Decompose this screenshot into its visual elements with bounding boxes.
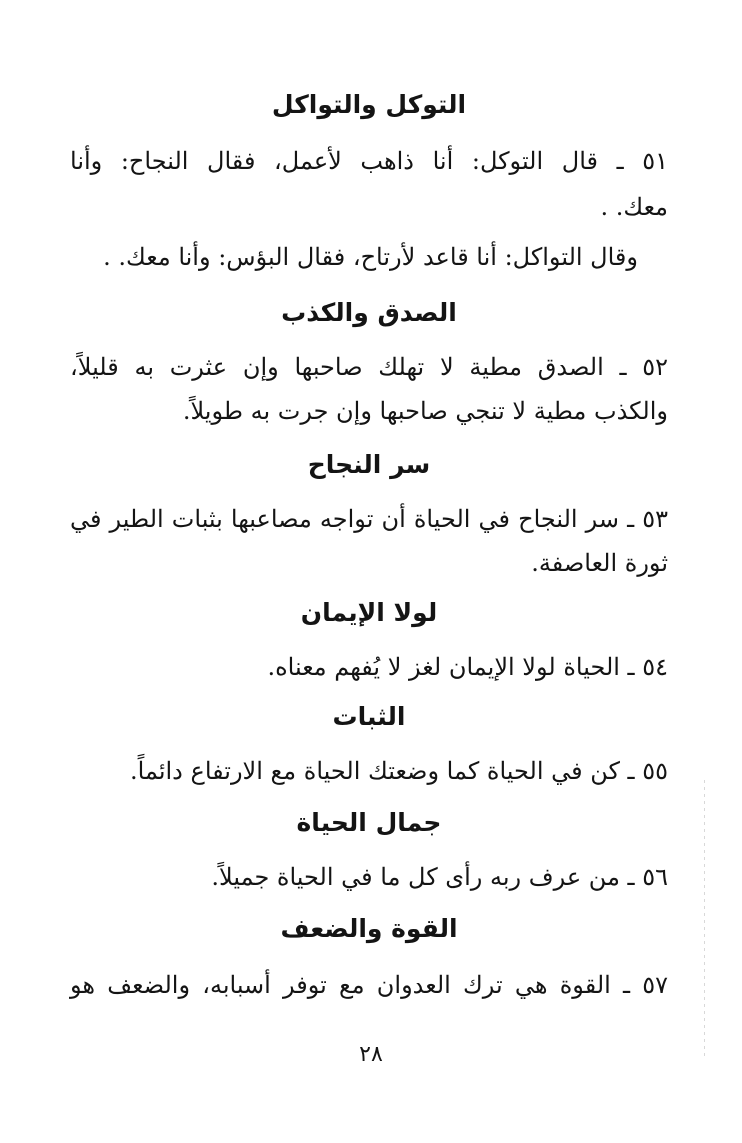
- page-number: ٢٨: [359, 1042, 383, 1067]
- saying-57-line-1: ٥٧ ـ القوة هي ترك العدوان مع توفر أسبابه، والضعف هو: [70, 971, 668, 999]
- saying-53-line-2: ثورة العاصفة.: [531, 549, 668, 577]
- saying-52-line-1: ٥٢ ـ الصدق مطية لا تهلك صاحبها وإن عثرت به قليلاً،: [70, 353, 668, 381]
- section-heading-sidq: الصدق والكذب: [281, 298, 457, 327]
- section-heading-lawla-aliman: لولا الإيمان: [300, 598, 438, 627]
- saying-51-line-2: معك. .: [600, 193, 668, 221]
- section-heading-thabat: الثبات: [332, 702, 406, 731]
- section-heading-jamal-alhayat: جمال الحياة: [296, 808, 442, 837]
- section-heading-tawakkul: التوكل والتواكل: [271, 90, 467, 119]
- section-heading-sirr-annajah: سر النجاح: [307, 450, 431, 479]
- saying-54-line-1: ٥٤ ـ الحياة لولا الإيمان لغز لا يُفهم معناه.: [267, 653, 668, 681]
- saying-56-line-1: ٥٦ ـ من عرف ربه رأى كل ما في الحياة جميلاً.: [211, 863, 668, 891]
- section-heading-quwwa-daf: القوة والضعف: [280, 914, 458, 943]
- scan-edge-mark: [704, 780, 705, 1060]
- saying-51-line-1: ٥١ ـ قال التوكل: أنا ذاهب لأعمل، فقال النجاح: وأنا: [70, 147, 668, 175]
- saying-51-line-3: وقال التواكل: أنا قاعد لأرتاح، فقال البؤس: وأنا معك. .: [103, 243, 638, 271]
- saying-52-line-2: والكذب مطية لا تنجي صاحبها وإن جرت به طويلاً.: [182, 397, 668, 425]
- saying-53-line-1: ٥٣ ـ سر النجاح في الحياة أن تواجه مصاعبها بثبات الطير في: [70, 505, 668, 533]
- saying-55-line-1: ٥٥ ـ كن في الحياة كما وضعتك الحياة مع الارتفاع دائماً.: [130, 757, 668, 785]
